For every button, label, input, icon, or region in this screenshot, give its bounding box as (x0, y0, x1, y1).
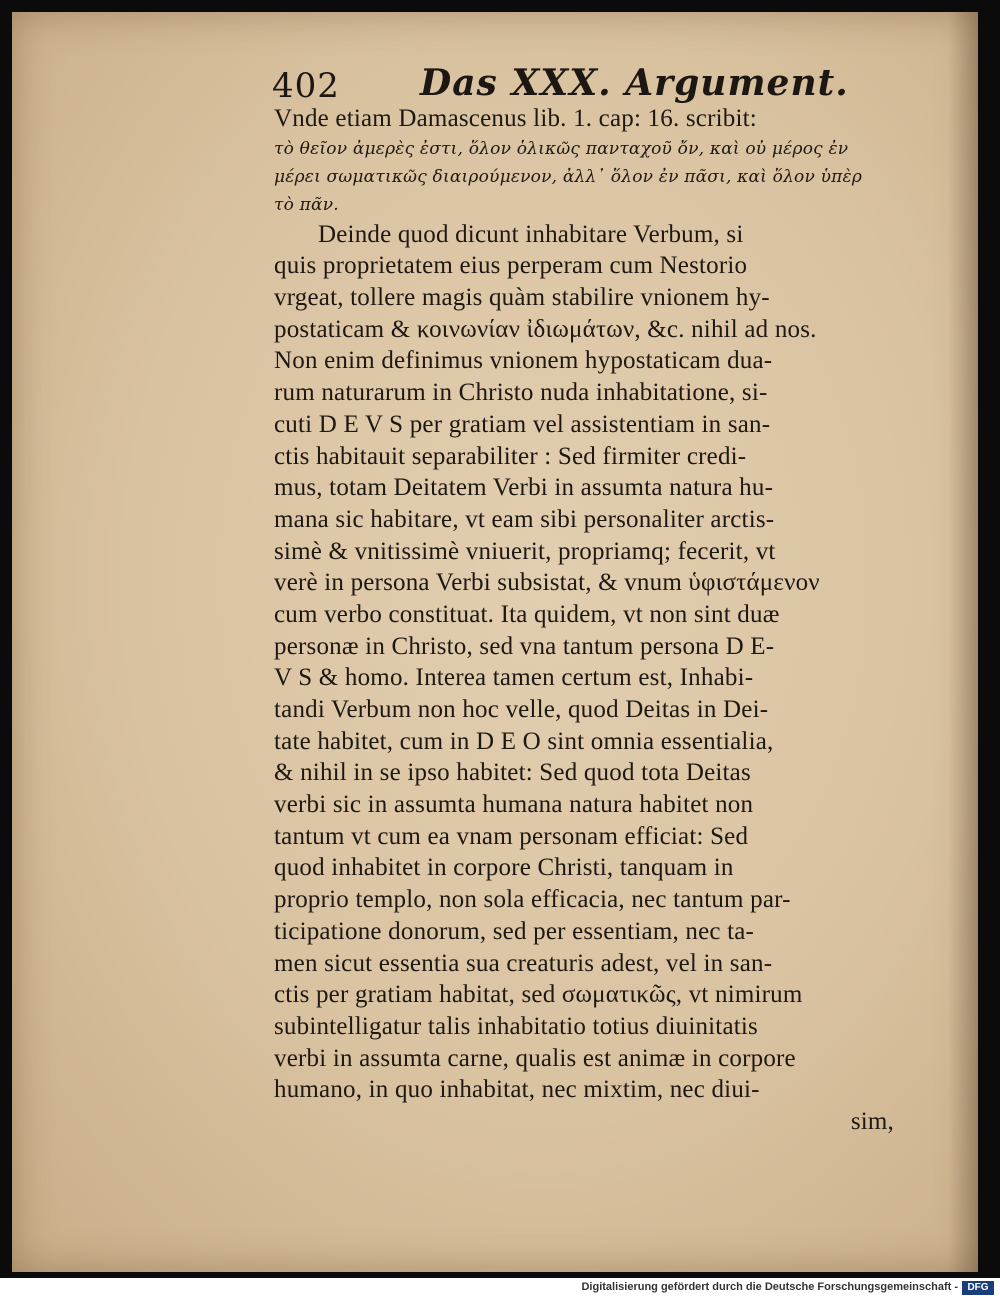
text-line: tandi Verbum non hoc velle, quod Deitas in Dei- (274, 696, 769, 723)
paragraph-start-line: Deinde quod dicunt inhabitare Verbum, si (318, 220, 744, 248)
text-line: Non enim definimus vnionem hypostaticam dua- (274, 347, 773, 375)
funding-credit: Digitalisierung gefördert durch die Deutsche Forschungsgemeinschaft - (581, 1281, 958, 1293)
text-line: cum verbo constituat. Ita quidem, vt non sint duæ (274, 600, 780, 628)
text-line: simè & vnitissimè vniuerit, propriamq; fecerit, vt (274, 537, 776, 565)
text-line: verbi sic in assumta humana natura habitet non (274, 791, 754, 819)
text-line: ctis habitauit separabiliter : Sed firmiter credi- (274, 442, 747, 470)
text-line: subintelligatur talis inhabitatio totius diuinitatis (274, 1012, 758, 1040)
text-line: ticipatione donorum, sed per essentiam, nec ta- (274, 917, 755, 945)
text-line: postaticam & κοινωνίαν ἰδιωμάτων, &c. nihil ad nos. (274, 315, 817, 343)
text-line: tate habitet, cum in D E O sint omnia essentialia, (274, 727, 774, 755)
text-line: personæ in Christo, sed vna tantum persona D E- (274, 632, 775, 660)
text-line: mus, totam Deitatem Verbi in assumta natura hu- (274, 474, 774, 502)
page-number: 402 (272, 66, 340, 106)
text-line: quod inhabitet in corpore Christi, tanquam in (274, 854, 734, 882)
text-line: verè in persona Verbi subsistat, & vnum ὑφιστάμενον (274, 569, 820, 597)
text-line: V S & homo. Interea tamen certum est, Inhabi- (274, 664, 754, 692)
text-line: proprio templo, non sola efficacia, nec tantum par- (274, 886, 791, 914)
digitization-footer (0, 1278, 1000, 1298)
greek-quote-line: τὸ θεῖον ἀμερὲς ἐστι, ὅλον ὁλικῶς πανταχοῦ ὄν, καὶ οὐ μέρος ἐν (274, 138, 849, 159)
dfg-logo: DFG (962, 1281, 994, 1295)
text-line: cuti D E V S per gratiam vel assistentiam in san- (274, 410, 771, 438)
body-text (274, 103, 904, 1138)
greek-quote-line: τὸ πᾶν. (274, 194, 339, 215)
text-line: quis proprietatem eius perperam cum Nestorio (274, 252, 748, 280)
text-line: vrgeat, tollere magis quàm stabilire vnionem hy- (274, 284, 770, 312)
text-line: mana sic habitare, vt eam sibi personaliter arctis- (274, 505, 775, 533)
text-line: tantum vt cum ea vnam personam efficiat: Sed (274, 822, 749, 850)
text-line: & nihil in se ipso habitet: Sed quod tota Deitas (274, 759, 751, 787)
greek-quote-line: μέρει σωματικῶς διαιρούμενον, ἀλλ᾽ ὅλον ἐν πᾶσι, καὶ ὅλον ὑπὲρ (274, 166, 863, 187)
catchword: sim, (850, 1107, 894, 1135)
running-title: Das XXX. Argument. (420, 62, 849, 104)
text-line: humano, in quo inhabitat, nec mixtim, nec diui- (274, 1076, 760, 1104)
text-line: rum naturarum in Christo nuda inhabitatione, si- (274, 379, 768, 407)
text-line: verbi in assumta carne, qualis est animæ in corpore (274, 1044, 796, 1072)
text-line: Vnde etiam Damascenus lib. 1. cap: 16. scribit: (274, 105, 757, 132)
text-line: men sicut essentia sua creaturis adest, vel in san- (274, 949, 773, 977)
text-line: ctis per gratiam habitat, sed σωματικῶς, vt nimirum (274, 981, 803, 1009)
